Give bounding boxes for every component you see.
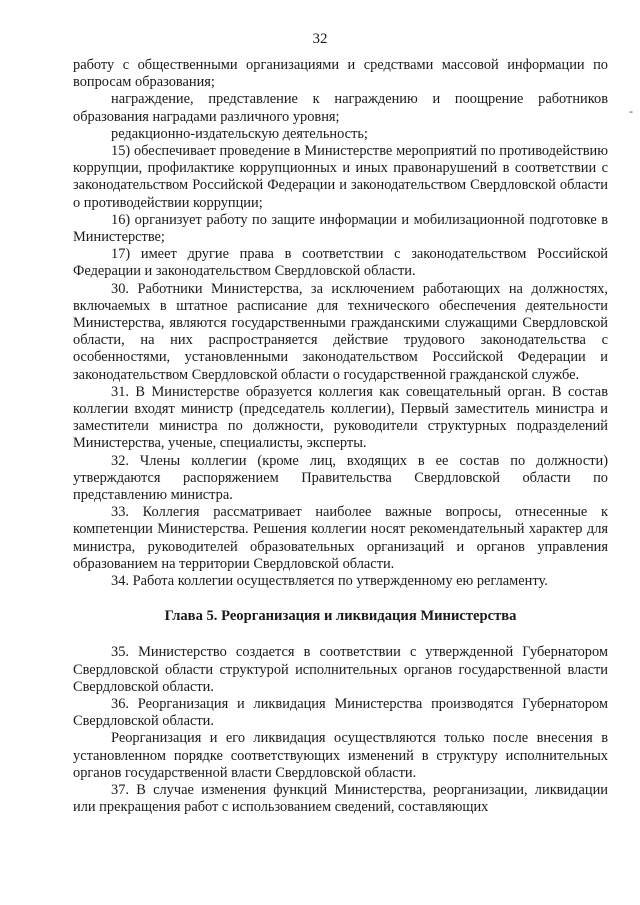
paragraph: 31. В Министерстве образуется коллегия как совещательный орган. В состав коллегии входят министр (председатель коллегии), Первый заместитель министра и заместители министра по должности, руководители структурных подразделений Министерства, ученые, специалисты, эксперты. [73, 383, 608, 452]
paragraph: награждение, представление к награждению и поощрение работников образования наградами различного уровня; [73, 91, 608, 125]
paragraph: работу с общественными организациями и средствами массовой информации по вопросам образования; [73, 57, 608, 91]
paragraph: 17) имеет другие права в соответствии с законодательством Российской Федерации и законодательством Свердловской области. [73, 246, 608, 280]
paragraph: Реорганизация и его ликвидация осуществляются только после внесения в установленном порядке соответствующих изменений в структуру исполнительных органов государственной власти Свердловской области. [73, 730, 608, 781]
paragraph: 37. В случае изменения функций Министерства, реорганизации, ликвидации или прекращения работ с использованием сведений, составляющих [73, 781, 608, 816]
paragraph: 32. Члены коллегии (кроме лиц, входящих в ее состав по должности) утверждаются распоряжением Правительства Свердловской области по представлению министра. [73, 452, 608, 504]
paragraph: 35. Министерство создается в соответствии с утвержденной Губернатором Свердловской области структурой исполнительных органов государственной власти Свердловской области. [73, 644, 608, 695]
paragraph: 36. Реорганизация и ликвидация Министерства производятся Губернатором Свердловской области. [73, 695, 608, 730]
paragraph: редакционно-издательскую деятельность; [111, 125, 368, 142]
paragraph: 16) организует работу по защите информации и мобилизационной подготовке в Министерстве; [73, 211, 608, 246]
page-number: 32 [312, 31, 328, 47]
paragraph: 30. Работники Министерства, за исключением работающих на должностях, включаемых в штатное расписание для технического обеспечения деятельности Министерства, являются государственными гражданскими служащими Свердловской области, на них распространяется действие трудового законодательства с особенностями, установленными законодательством Российской Федерации и законодательством Свердловской области о государственной гражданской службе. [73, 280, 608, 383]
document-body [73, 57, 608, 816]
paragraph: 33. Коллегия рассматривает наиболее важные вопросы, отнесенные к компетенции Министерства. Решения коллегии носят рекомендательный характер для министра, руководителей образовательных организаций и органов управления образованием на территории Свердловской области. [73, 504, 608, 572]
paragraph: 34. Работа коллегии осуществляется по утвержденному ею регламенту. [111, 573, 548, 590]
margin-mark: - [629, 104, 633, 118]
paragraph: 15) обеспечивает проведение в Министерстве мероприятий по противодействию коррупции, профилактике коррупционных и иных правонарушений в соответствии с законодательством Российской Федерации и законодательством Свердловской области о противодействии коррупции; [73, 143, 608, 211]
chapter-heading: Глава 5. Реорганизация и ликвидация Министерства [164, 608, 517, 625]
